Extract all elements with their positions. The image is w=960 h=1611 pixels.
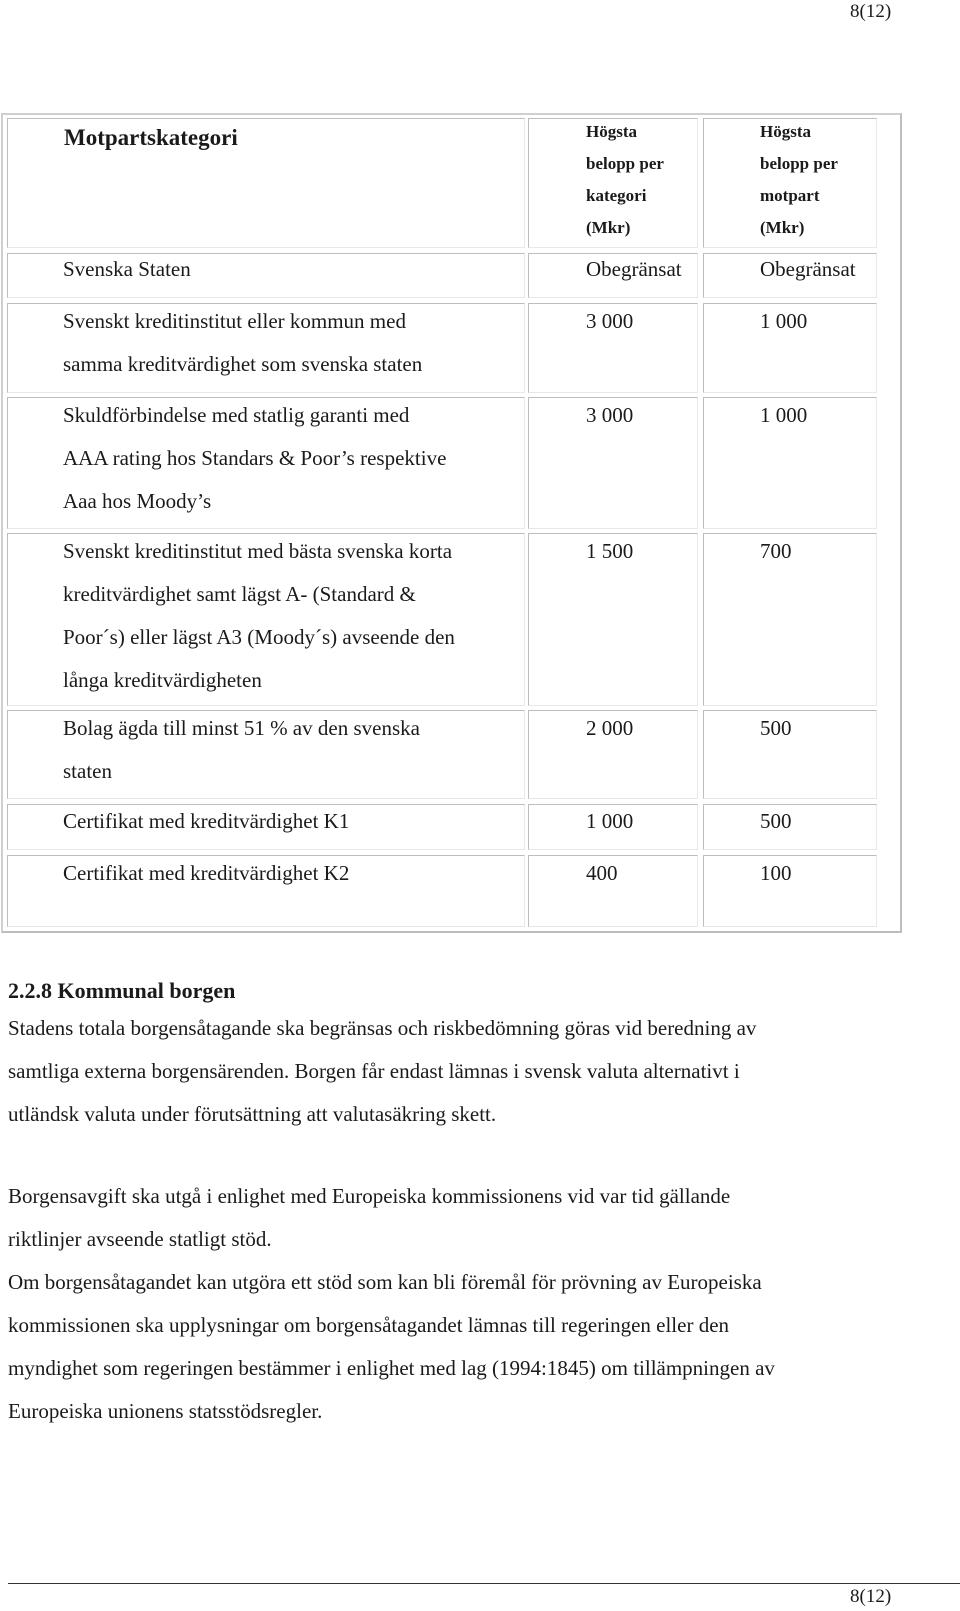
table-row-5-per-category: 1 000: [586, 809, 634, 833]
table-row-2-per-category: 3 000: [586, 403, 634, 427]
table-row-1-category: Svenskt kreditinstitut eller kommun med samma kreditvärdighet som svenska staten: [63, 309, 423, 376]
column-header-category: Motpartskategori: [64, 125, 238, 150]
table-row-0-category: Svenska Staten: [63, 257, 191, 281]
footer-rule: [8, 1583, 960, 1584]
table-row-3-per-counterparty: 700: [760, 539, 792, 563]
table-row-6-per-category: 400: [586, 861, 618, 885]
table-row-3-per-category: 1 500: [586, 539, 634, 563]
table-row-6-category: Certifikat med kreditvärdighet K2: [63, 861, 350, 885]
table-row-3-category: Svenskt kreditinstitut med bästa svenska korta kreditvärdighet samt lägst A- (Standard & Poor´s) eller lägst A3 (Moody´s) avseende den långa kreditvärdigheten: [63, 539, 455, 692]
page-number-top: 8(12): [850, 1, 892, 22]
table-row-4-per-counterparty: 500: [760, 716, 792, 740]
page-number-bottom: 8(12): [850, 1586, 892, 1607]
paragraph-1: Stadens totala borgensåtagande ska begränsas och riskbedömning göras vid beredning av samtliga externa borgensärenden. Borgen får endast lämnas i svensk valuta alternativt i utländsk valuta under förutsättning att valutasäkring skett.: [8, 1016, 757, 1126]
table-row-4-category: Bolag ägda till minst 51 % av den svenska staten: [63, 716, 420, 783]
table-row-2-category: Skuldförbindelse med statlig garanti med AAA rating hos Standars & Poor’s respektive Aaa hos Moody’s: [63, 403, 447, 513]
table-row-0-per-category: Obegränsat: [586, 257, 682, 281]
table-row-1-per-category: 3 000: [586, 309, 634, 333]
column-header-per-counterparty: Högsta belopp per motpart (Mkr): [760, 122, 838, 237]
paragraph-3: Om borgensåtagandet kan utgöra ett stöd som kan bli föremål för prövning av Europeiska kommissionen ska upplysningar om borgensåtagandet lämnas till regeringen eller den myndighet som regeringen bestämmer i enlighet med lag (1994:1845) om tillämpningen av Europeiska unionens statsstödsregler.: [8, 1270, 775, 1423]
table-row-5-per-counterparty: 500: [760, 809, 792, 833]
table-row-0-per-counterparty: Obegränsat: [760, 257, 856, 281]
table-row-4-per-category: 2 000: [586, 716, 634, 740]
table-row-2-per-counterparty: 1 000: [760, 403, 808, 427]
table-row-1-per-counterparty: 1 000: [760, 309, 808, 333]
section-heading: 2.2.8 Kommunal borgen: [8, 978, 236, 1003]
table-row-6-per-counterparty: 100: [760, 861, 792, 885]
table-row-5-category: Certifikat med kreditvärdighet K1: [63, 809, 350, 833]
paragraph-2: Borgensavgift ska utgå i enlighet med Europeiska kommissionens vid var tid gällande riktlinjer avseende statligt stöd.: [8, 1184, 731, 1251]
column-header-per-category: Högsta belopp per kategori (Mkr): [586, 122, 664, 237]
